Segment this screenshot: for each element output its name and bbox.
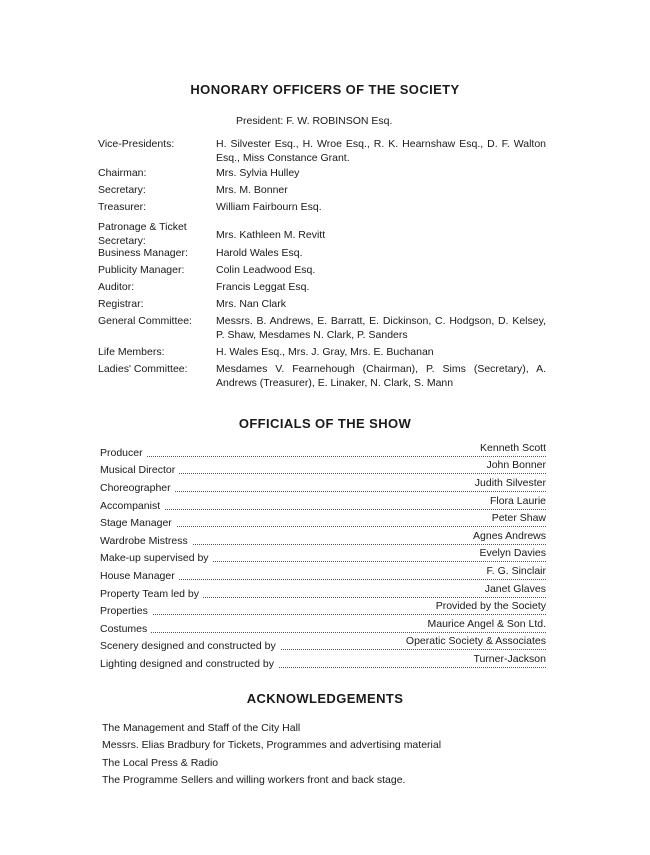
officer-names: Francis Leggat Esq. xyxy=(216,281,310,293)
officer-role: Chairman: xyxy=(98,167,147,179)
official-name: Maurice Angel & Son Ltd. xyxy=(424,617,547,631)
acknowledgements-heading: ACKNOWLEDGEMENTS xyxy=(246,691,404,706)
official-role: Properties xyxy=(100,604,152,618)
official-role: Producer xyxy=(100,446,147,460)
officer-names: Mrs. Kathleen M. Revitt xyxy=(216,229,326,241)
acknowledgement-line: The Programme Sellers and willing workers front and back stage. xyxy=(102,774,406,786)
acknowledgement-line: The Management and Staff of the City Hall xyxy=(102,722,301,734)
dot-leader xyxy=(100,632,546,633)
officer-role: General Committee: xyxy=(98,315,192,327)
official-role: Accompanist xyxy=(100,499,164,513)
officer-role: Auditor: xyxy=(98,281,135,293)
official-name: Agnes Andrews xyxy=(469,529,546,543)
official-row-lighting xyxy=(100,653,546,671)
officials-heading: OFFICIALS OF THE SHOW xyxy=(238,416,412,431)
official-role: Wardrobe Mistress xyxy=(100,534,192,548)
official-name: Flora Laurie xyxy=(486,494,546,508)
official-name: Provided by the Society xyxy=(432,599,546,613)
dot-leader xyxy=(100,456,546,457)
dot-leader xyxy=(100,509,546,510)
dot-leader xyxy=(100,614,546,615)
official-role: Scenery designed and constructed by xyxy=(100,639,280,653)
officer-names: Mrs. Sylvia Hulley xyxy=(216,167,300,179)
president-line: President: F. W. ROBINSON Esq. xyxy=(236,115,393,127)
official-name: Peter Shaw xyxy=(488,511,546,525)
officer-names: Mrs. M. Bonner xyxy=(216,184,288,196)
officer-role: Business Manager: xyxy=(98,247,188,259)
officer-names: Messrs. B. Andrews, E. Barratt, E. Dickinson, C. Hodgson, D. Kelsey, P. Shaw, Mesdames N. Clark, P. Sanders xyxy=(216,315,546,341)
official-name: Evelyn Davies xyxy=(475,546,546,560)
official-name: Operatic Society & Associates xyxy=(402,634,546,648)
official-name: John Bonner xyxy=(482,458,546,472)
official-role: Make-up supervised by xyxy=(100,551,213,565)
official-name: Kenneth Scott xyxy=(476,441,546,455)
official-role: House Manager xyxy=(100,569,179,583)
official-role: Property Team led by xyxy=(100,587,203,601)
official-role: Musical Director xyxy=(100,463,179,477)
officer-names: Mrs. Nan Clark xyxy=(216,298,287,310)
official-row-choreographer xyxy=(100,477,546,495)
officer-role: Vice-Presidents: xyxy=(98,138,175,150)
official-name: F. G. Sinclair xyxy=(482,564,546,578)
officer-names: H. Wales Esq., Mrs. J. Gray, Mrs. E. Buchanan xyxy=(216,346,434,358)
officer-role: Ladies' Committee: xyxy=(98,363,188,375)
official-row-musical-director xyxy=(100,459,546,477)
official-role: Lighting designed and constructed by xyxy=(100,657,278,671)
official-role: Choreographer xyxy=(100,481,175,495)
officer-role: Life Members: xyxy=(98,346,165,358)
officer-names: Harold Wales Esq. xyxy=(216,247,303,259)
officer-role: Patronage & Ticket Secretary: xyxy=(98,221,187,247)
officer-role: Registrar: xyxy=(98,298,144,310)
official-role: Costumes xyxy=(100,622,151,636)
officer-names: Colin Leadwood Esq. xyxy=(216,264,316,276)
official-row-producer xyxy=(100,442,546,460)
official-name: Turner-Jackson xyxy=(469,652,546,666)
officer-role: Treasurer: xyxy=(98,201,147,213)
officer-names: William Fairbourn Esq. xyxy=(216,201,322,213)
official-row-accompanist xyxy=(100,495,546,513)
officer-role: Secretary: xyxy=(98,184,146,196)
official-name: Judith Silvester xyxy=(471,476,546,490)
acknowledgement-line: The Local Press & Radio xyxy=(102,757,219,769)
official-name: Janet Glaves xyxy=(481,582,546,596)
official-row-properties xyxy=(100,600,546,618)
honorary-officers-heading: HONORARY OFFICERS OF THE SOCIETY xyxy=(190,82,460,97)
acknowledgement-line: Messrs. Elias Bradbury for Tickets, Programmes and advertising material xyxy=(102,739,442,751)
official-row-stage-manager xyxy=(100,512,546,530)
officer-names: H. Silvester Esq., H. Wroe Esq., R. K. Hearnshaw Esq., D. F. Walton Esq., Miss Constance Grant. xyxy=(216,138,546,164)
officer-role: Publicity Manager: xyxy=(98,264,185,276)
officer-names: Mesdames V. Fearnehough (Chairman), P. Sims (Secretary), A. Andrews (Treasurer), E. Linaker, N. Clark, S. Mann xyxy=(216,363,546,389)
official-row-scenery xyxy=(100,635,546,653)
official-role: Stage Manager xyxy=(100,516,176,530)
official-row-house-manager xyxy=(100,565,546,583)
official-row-make-up xyxy=(100,547,546,565)
